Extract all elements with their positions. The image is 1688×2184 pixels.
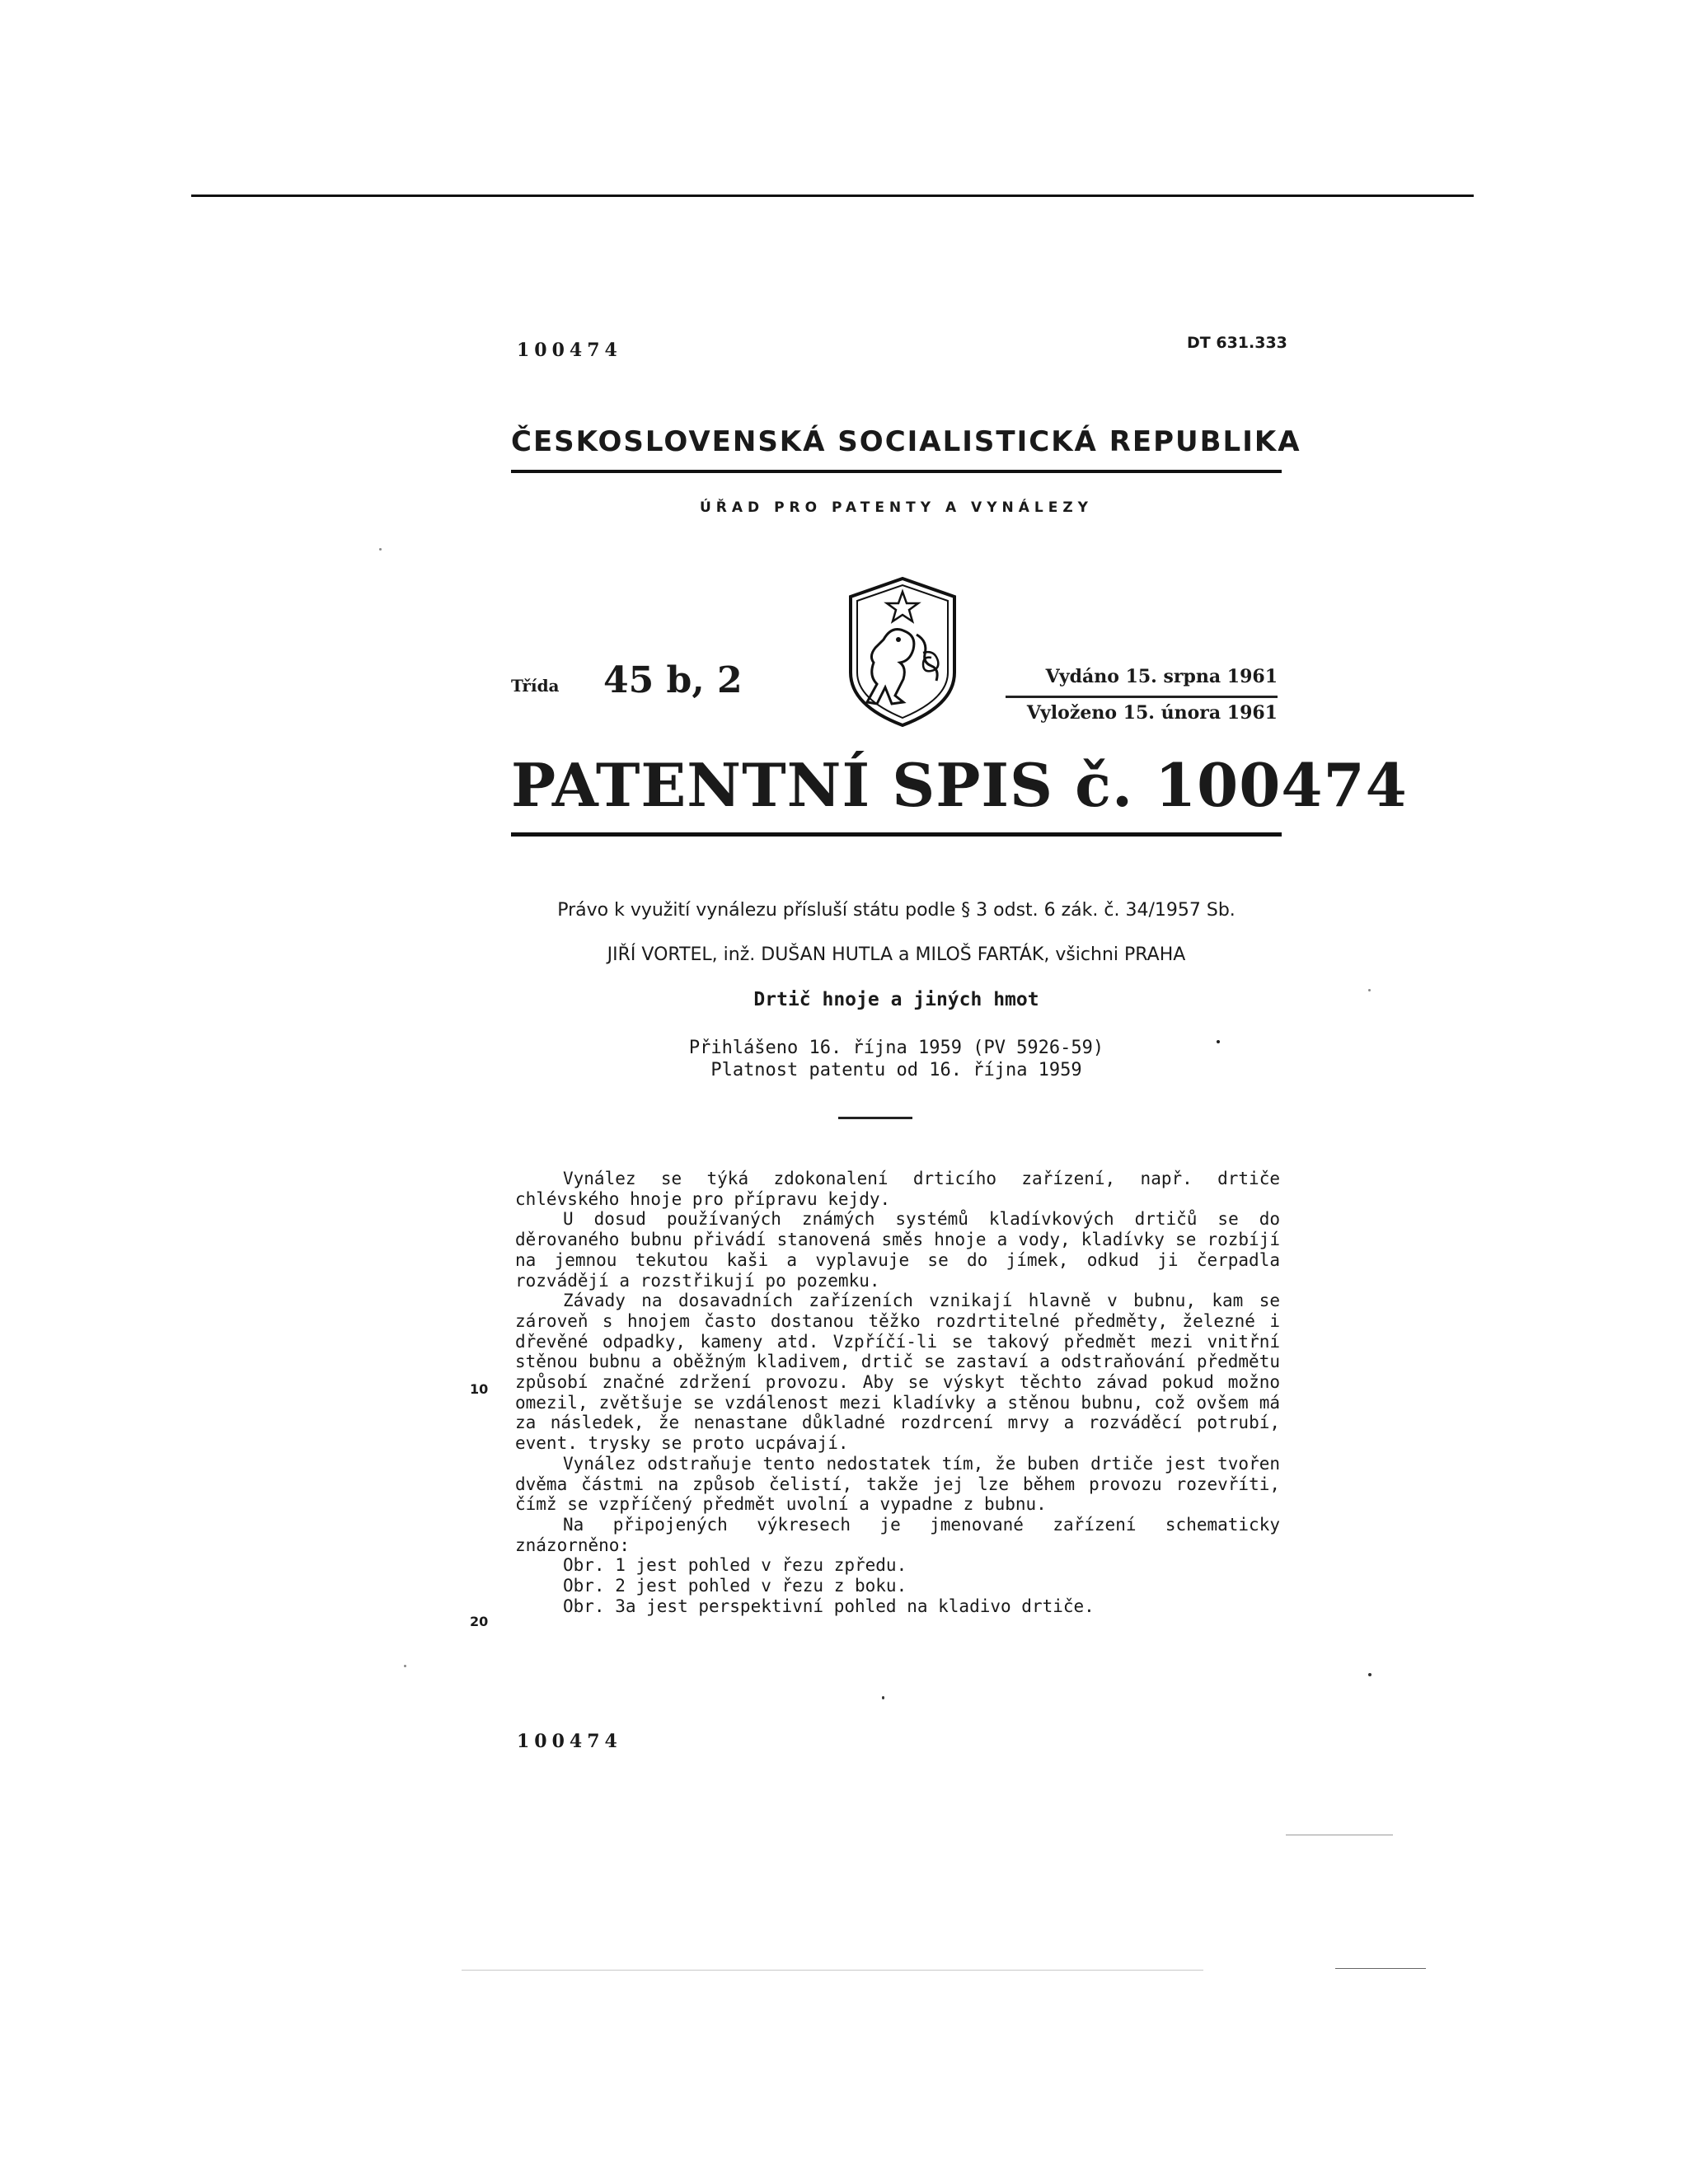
separator-rule [838, 1117, 912, 1119]
paragraph: Vynález se týká zdokonalení drticího zařízení, např. drtiče chlévského hnoje pro přípravu kejdy. [515, 1169, 1280, 1209]
filing-info [511, 1037, 1282, 1081]
class-value: 45 b, 2 [603, 659, 743, 701]
line-number: 20 [470, 1614, 489, 1629]
paragraph: Na připojených výkresech je jmenované zařízení schematicky znázorněno: [515, 1514, 1280, 1555]
scan-speck [1217, 1040, 1220, 1043]
paragraph: Vynález odstraňuje tento nedostatek tím, že buben drtiče jest tvořen dvěma částmi na způsob čelistí, takže jej lze během provozu rozevříti, čímž se vzpříčený předmět uvolní a vypadne z bubnu. [515, 1453, 1280, 1515]
scan-speck [1368, 989, 1371, 991]
class-label: Třída [511, 676, 560, 696]
paragraph: Závady na dosavadních zařízeních vznikají hlavně v bubnu, kam se zároveň s hnojem často dostanou těžko rozdrtitelné předměty, železné i dřevěné odpadky, kameny atd. Vzpříčí-li se takový předmět mezi vnitřní stěnou bubnu a oběžným kladivem, drtič se zastaví a odstraňování předmětu způsobí značné zdržení provozu. Aby se výskyt těchto závad pokud možno omezil, zvětšuje se vzdálenost mezi kladívky a stěnou bubnu, což ovšem má za následek, že nenastane důkladné rozdrcení mrvy a rozváděcí potrubí, event. trysky se proto ucpávají. [515, 1291, 1280, 1454]
scan-speck [404, 1665, 406, 1667]
paragraph: U dosud používaných známých systémů kladívkových drtičů se do děrovaného bubnu přivádí stanovená směs hnoje a vody, kladívky se rozbíjí na jemnou tekutou kaši a vyplavuje se do jímek, odkud ji čerpadla rozvádějí a rozstřikují po pozemku. [515, 1209, 1280, 1291]
scan-dash [1335, 1968, 1426, 1969]
invention-title: Drtič hnoje a jiných hmot [753, 989, 1039, 1010]
document-number: 100474 [517, 340, 622, 361]
filed-date: Přihlášeno 16. října 1959 (PV 5926-59) [688, 1038, 1104, 1058]
laid-open-date: Vyloženo 15. února 1961 [1026, 702, 1278, 724]
inventors: JIŘÍ VORTEL, inž. DUŠAN HUTLA a MILOŠ FARTÁK, všichni PRAHA [607, 944, 1186, 965]
patent-title: PATENTNÍ SPIS č. 100474 [511, 750, 1408, 820]
scan-speck [1368, 1673, 1372, 1676]
line-number: 10 [470, 1381, 489, 1397]
scan-dash [462, 1970, 1203, 1971]
office-heading: ÚŘAD PRO PATENTY A VYNÁLEZY [699, 499, 1093, 516]
dt-code: DT 631.333 [1187, 334, 1287, 352]
czechoslovak-coat-of-arms-icon [841, 574, 964, 730]
top-rule [191, 194, 1474, 197]
footer-document-number: 100474 [517, 1731, 622, 1752]
figure-caption: Obr. 3a jest perspektivní pohled na kladivo drtiče. [563, 1596, 1095, 1616]
rights-statement: Právo k využití vynálezu přísluší státu podle § 3 odst. 6 zák. č. 34/1957 Sb. [557, 900, 1236, 921]
issued-date: Vydáno 15. srpna 1961 [1045, 666, 1278, 687]
title-rule [511, 832, 1282, 837]
scan-speck [379, 548, 382, 551]
dates-rule [1006, 696, 1278, 698]
republic-heading: ČESKOSLOVENSKÁ SOCIALISTICKÁ REPUBLIKA [511, 425, 1301, 458]
scan-speck [882, 1696, 884, 1699]
body-text [515, 1169, 1280, 1616]
figure-caption: Obr. 1 jest pohled v řezu zpředu. [563, 1555, 907, 1576]
validity-date: Platnost patentu od 16. října 1959 [710, 1060, 1082, 1080]
figure-caption: Obr. 2 jest pohled v řezu z boku. [563, 1576, 907, 1596]
republic-rule [511, 470, 1282, 473]
